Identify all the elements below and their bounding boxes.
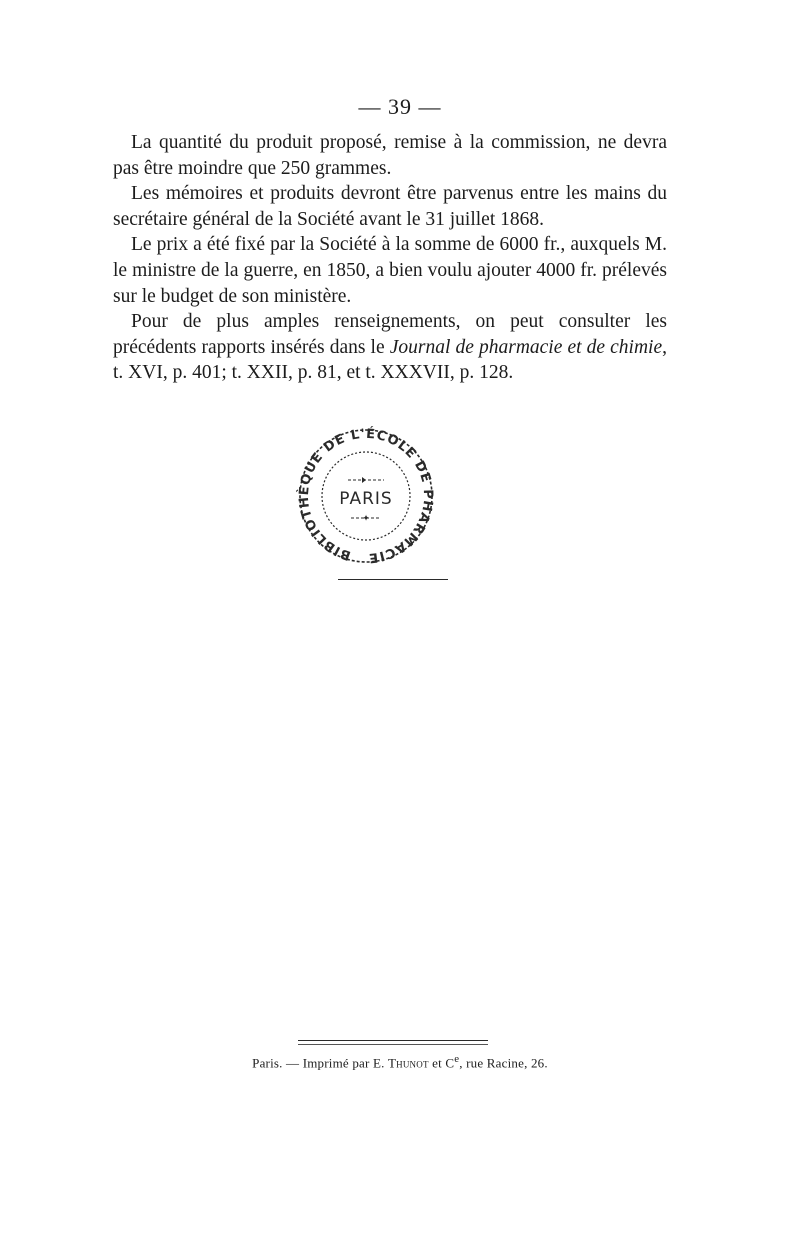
imprint-line <box>0 1053 800 1071</box>
stamp-center-text: PARIS <box>339 489 393 509</box>
imprint-middle: et C <box>428 1055 455 1071</box>
section-rule <box>338 579 448 580</box>
paragraph-2: Les mémoires et produits devront être parvenus entre les mains du secrétaire général de la Société avant le 31 juillet 1868. <box>113 183 667 230</box>
paragraph-3: Le prix a été fixé par la Société à la somme de 6000 fr., auxquels M. le ministre de la guerre, en 1850, a bien voulu ajouter 4000 fr. prélevés sur le budget de son ministère. <box>113 234 667 307</box>
imprint-rule-bottom <box>298 1044 488 1045</box>
printer-name: Thunot <box>388 1055 429 1071</box>
imprint-superscript: e <box>454 1053 460 1065</box>
stamp-ring-textpath: BIBLIOTHÈQUE DE L'ÉCOLE DE PHARMACIE <box>296 426 436 566</box>
paragraph-4-start: Pour de plus amples renseignements, on peut consulter les précédents rapports insérés dans le <box>113 311 667 358</box>
page-number: — 39 — <box>358 94 442 119</box>
body-text <box>113 130 667 386</box>
paragraph-4 <box>113 309 667 386</box>
imprint-prefix: Paris. — Imprimé par E. <box>252 1055 389 1071</box>
imprint-rule-top <box>298 1040 488 1041</box>
star-icon: ✦ <box>362 514 370 524</box>
paragraph-4-end: , t. XVI, p. 401; t. XXII, p. 81, et t. XXXVII, p. 128. <box>113 336 667 384</box>
journal-title: Journal de pharmacie et de chimie <box>389 336 663 358</box>
library-stamp <box>296 422 436 570</box>
imprint-suffix: , rue Racine, 26. <box>459 1055 548 1071</box>
paragraph-1: La quantité du produit proposé, remise à la commission, ne devra pas être moindre que 250 grammes. <box>113 132 667 179</box>
